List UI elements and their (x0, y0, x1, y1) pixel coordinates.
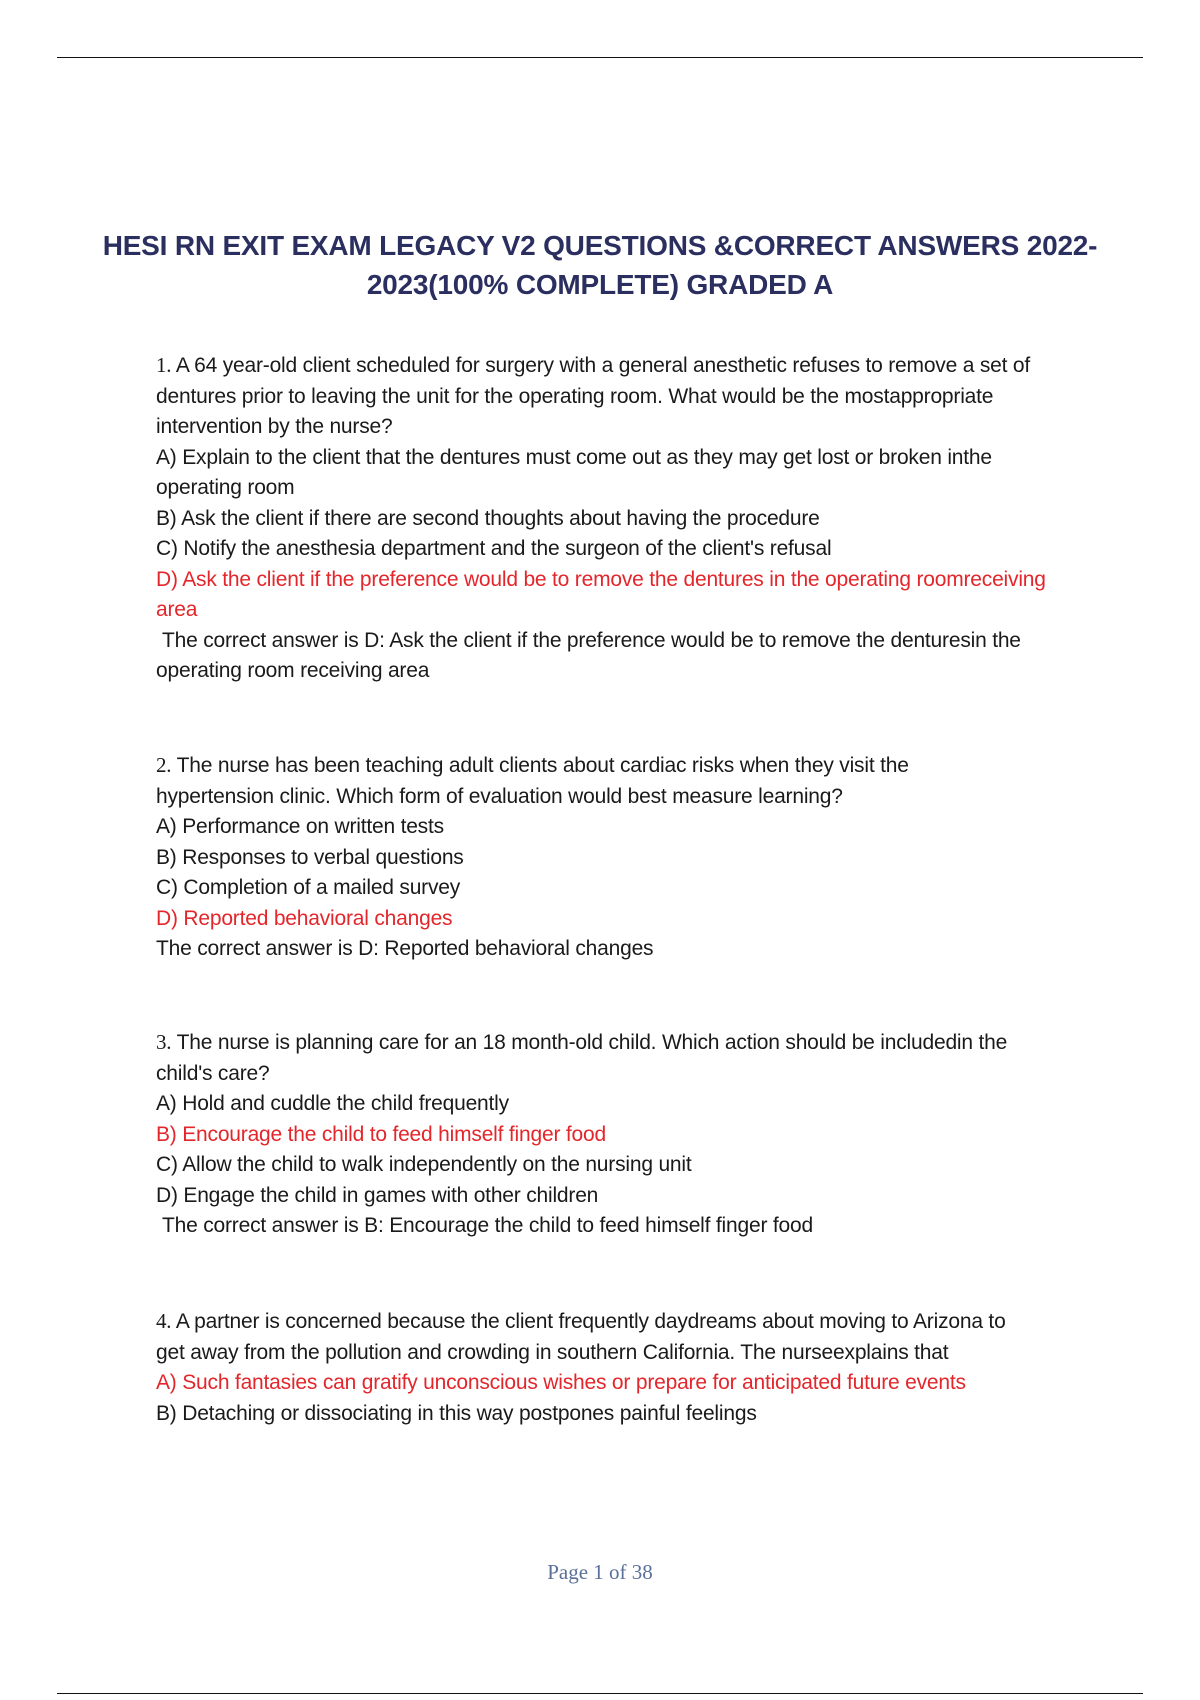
question-number: 1. (156, 353, 172, 377)
question-stem (156, 750, 1086, 812)
option-d-correct: D) Reported behavioral changes (156, 906, 453, 930)
correct-answer-text: The correct answer is D: Reported behavioral changes (156, 937, 654, 960)
option-b-correct: B) Encourage the child to feed himself finger food (156, 1122, 606, 1146)
question-number: 3. (156, 1030, 172, 1054)
question-number: 4. (156, 1309, 172, 1333)
option-b: B) Responses to verbal questions (156, 845, 464, 869)
question-3 (156, 1027, 1086, 1242)
stem-line: child's care? (156, 1061, 270, 1085)
stem-line: intervention by the nurse? (156, 415, 393, 438)
correct-answer-text: The correct answer is B: Encourage the child to feed himself finger food (162, 1214, 813, 1237)
option-b: B) Ask the client if there are second thoughts about having the procedure (156, 506, 820, 530)
option-b: B) Detaching or dissociating in this way postpones painful feelings (156, 1401, 757, 1425)
question-1 (156, 350, 1086, 687)
stem-line: A partner is concerned because the client frequently daydreams about moving to Arizona to (175, 1310, 1006, 1333)
stem-line: hypertension clinic. Which form of evaluation would best measure learning? (156, 784, 843, 808)
stem-line: The nurse is planning care for an 18 month-old child. Which action should be includedin the (176, 1031, 1008, 1054)
question-4 (156, 1306, 1086, 1429)
option-a: A) Performance on written tests (156, 815, 444, 838)
option-c: C) Notify the anesthesia department and the surgeon of the client's refusal (156, 537, 832, 560)
option-c: C) Completion of a mailed survey (156, 876, 461, 899)
document-title (60, 226, 1140, 304)
stem-line: dentures prior to leaving the unit for the operating room. What would be the mostappropriate (156, 384, 994, 408)
option-a-correct: A) Such fantasies can gratify unconscious wishes or prepare for anticipated future events (156, 1371, 966, 1394)
option-c: C) Allow the child to walk independently on the nursing unit (156, 1153, 692, 1176)
option-d-correct: D) Ask the client if the preference would be to remove the dentures in the operating roomreceiving area (156, 567, 1046, 621)
stem-line: The nurse has been teaching adult clients about cardiac risks when they visit the (176, 754, 909, 777)
question-2 (156, 750, 1086, 965)
document-title-line-1: HESI RN EXIT EXAM LEGACY V2 QUESTIONS &CORRECT ANSWERS 2022- (102, 230, 1098, 261)
page-number: Page 1 of 38 (547, 1560, 653, 1584)
stem-line: A 64 year-old client scheduled for surgery with a general anesthetic refuses to remove a set of (175, 354, 1030, 377)
option-a: A) Hold and cuddle the child frequently (156, 1092, 509, 1115)
question-stem (156, 1306, 1086, 1368)
document-title-line-2: 2023(100% COMPLETE) GRADED A (366, 269, 834, 300)
question-stem (156, 1027, 1086, 1089)
question-number: 2. (156, 753, 172, 777)
option-a: A) Explain to the client that the dentures must come out as they may get lost or broken inthe operating room (156, 445, 992, 499)
option-d: D) Engage the child in games with other children (156, 1183, 599, 1207)
top-divider (57, 57, 1143, 58)
bottom-divider (57, 1693, 1143, 1694)
question-stem (156, 350, 1086, 443)
stem-line: get away from the pollution and crowding in southern California. The nurseexplains that (156, 1340, 949, 1364)
correct-answer-text: The correct answer is D: Ask the client if the preference would be to remove the denturesin the operating room receiving area (156, 628, 1021, 682)
